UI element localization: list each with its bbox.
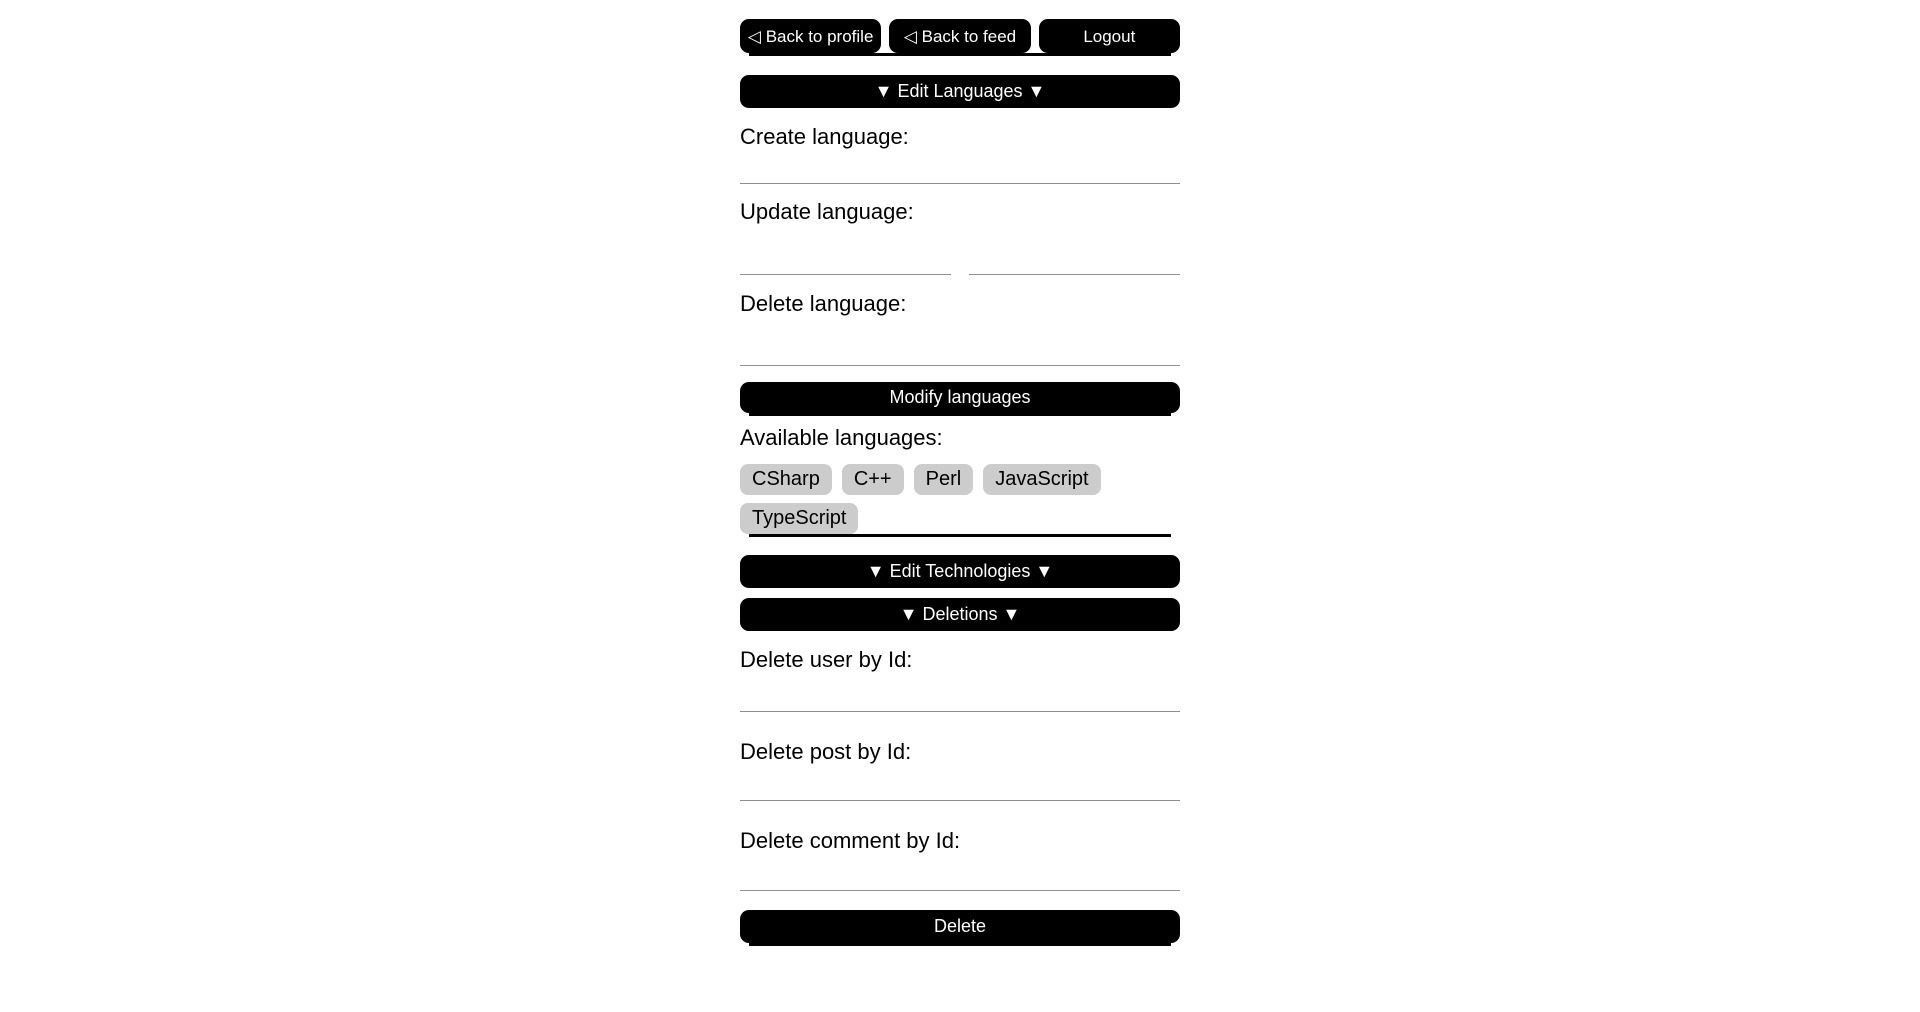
delete-button[interactable]: Delete (740, 910, 1180, 943)
back-to-feed-button[interactable]: ◁ Back to feed (889, 19, 1030, 53)
edit-technologies-toggle[interactable]: ▼ Edit Technologies ▼ (740, 555, 1180, 588)
available-languages-divider (749, 534, 1171, 537)
delete-language-input[interactable] (740, 336, 1180, 366)
delete-post-input[interactable] (740, 771, 1180, 801)
language-chip[interactable]: Perl (914, 464, 974, 495)
delete-user-label: Delete user by Id: (740, 647, 913, 672)
update-language-old-input[interactable] (740, 245, 951, 275)
update-language-label: Update language: (740, 199, 914, 224)
create-language-input[interactable] (740, 154, 1180, 184)
delete-comment-label: Delete comment by Id: (740, 828, 961, 853)
modify-languages-button[interactable]: Modify languages (740, 382, 1180, 413)
languages-divider (749, 413, 1171, 416)
nav-divider (749, 53, 1171, 56)
available-languages-list (740, 464, 1180, 534)
update-language-inputs (740, 245, 1180, 275)
delete-language-label: Delete language: (740, 291, 907, 316)
nav-button-row (740, 19, 1180, 53)
deletions-toggle[interactable]: ▼ Deletions ▼ (740, 598, 1180, 631)
back-to-profile-button[interactable]: ◁ Back to profile (740, 19, 881, 53)
language-chip[interactable]: C++ (842, 464, 904, 495)
delete-comment-input[interactable] (740, 861, 1180, 891)
delete-user-input[interactable] (740, 682, 1180, 712)
update-language-new-input[interactable] (969, 245, 1180, 275)
language-chip[interactable]: JavaScript (983, 464, 1100, 495)
delete-post-label: Delete post by Id: (740, 739, 912, 764)
language-chip[interactable]: CSharp (740, 464, 832, 495)
admin-panel-column (740, 0, 1180, 946)
edit-languages-toggle[interactable]: ▼ Edit Languages ▼ (740, 75, 1180, 108)
logout-button[interactable]: Logout (1039, 19, 1180, 53)
create-language-label: Create language: (740, 124, 909, 149)
available-languages-label: Available languages: (740, 425, 943, 450)
language-chip[interactable]: TypeScript (740, 503, 858, 534)
deletions-divider (749, 943, 1171, 946)
